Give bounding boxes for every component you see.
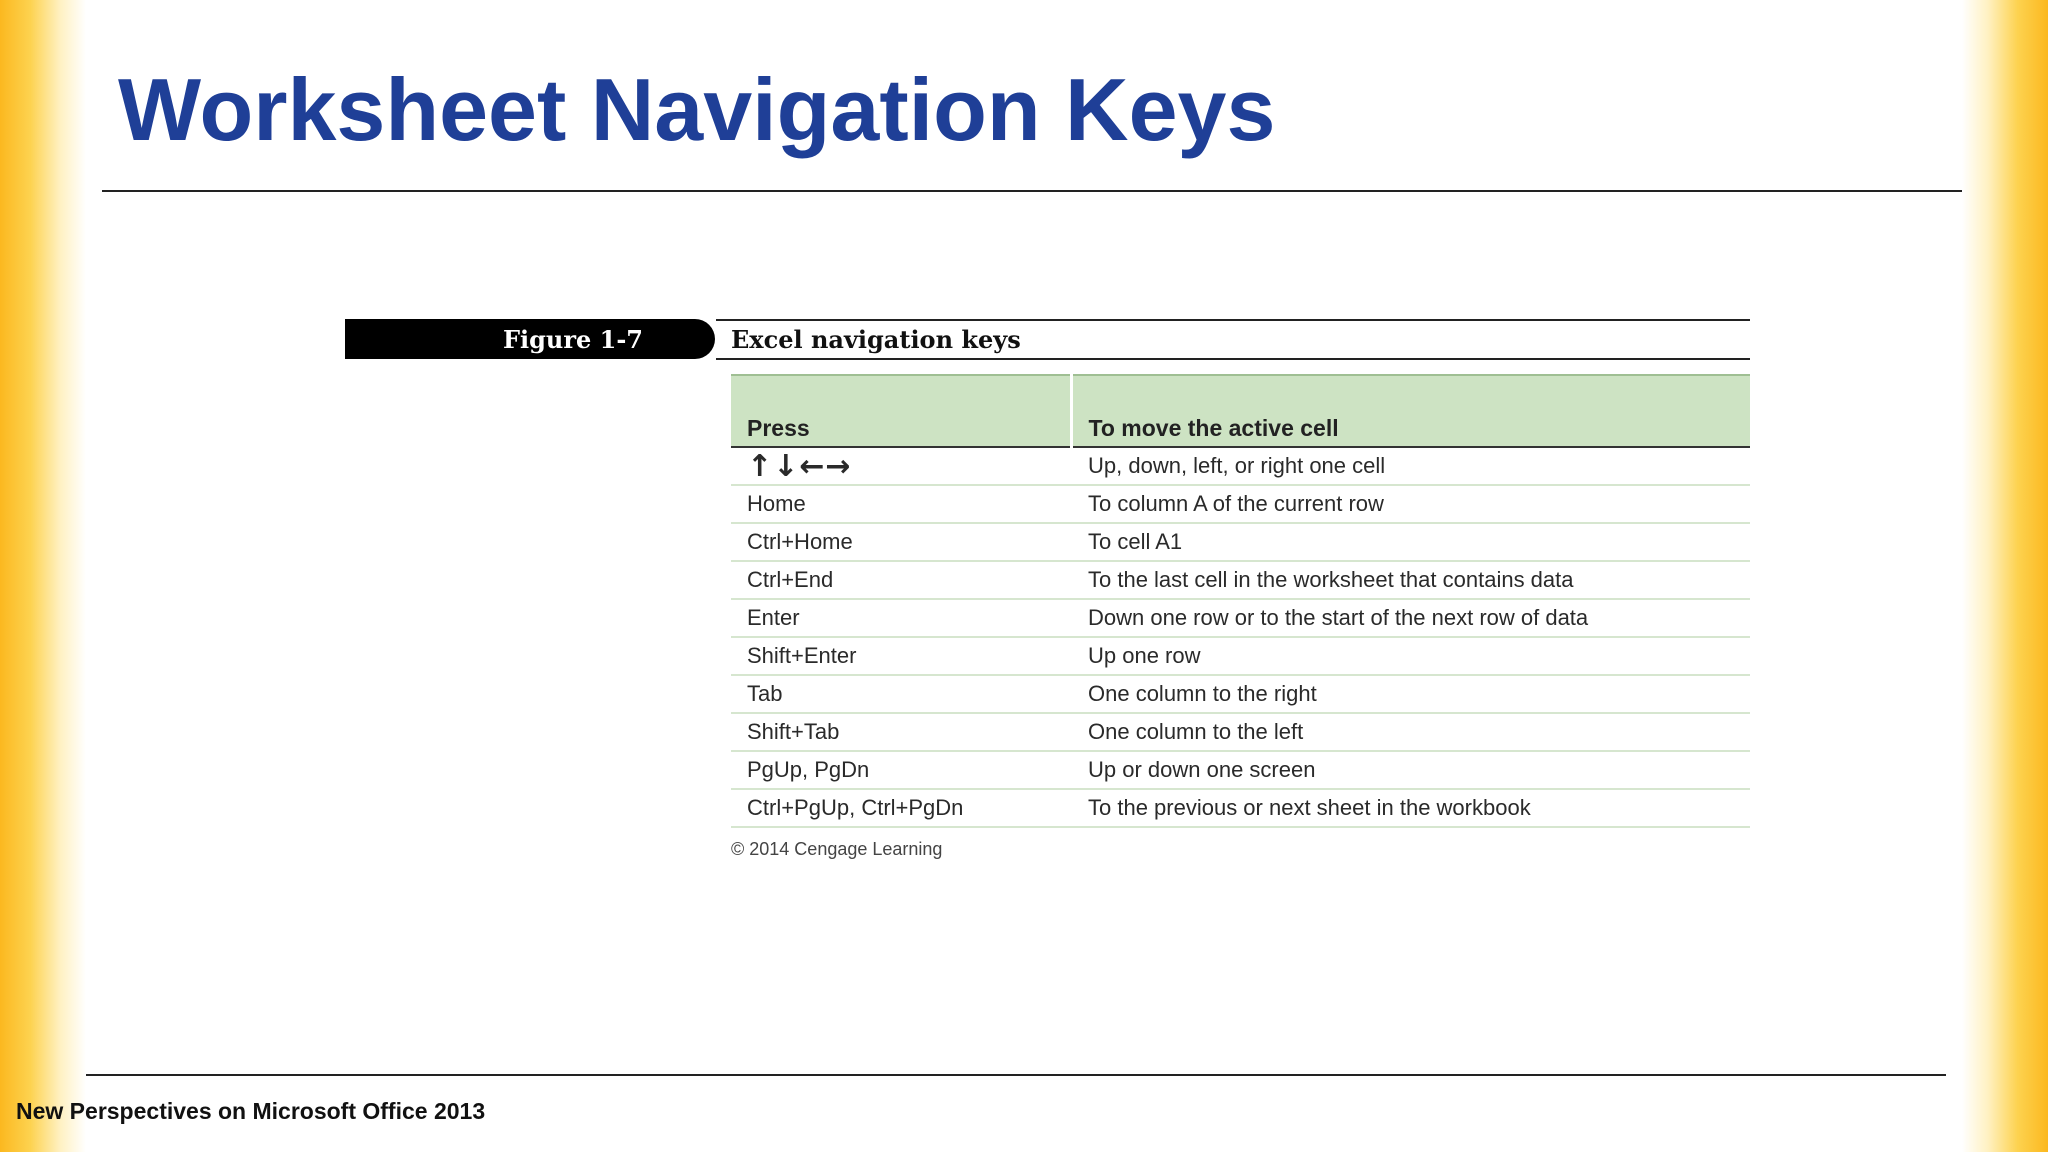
move-cell: Up, down, left, or right one cell xyxy=(1071,447,1750,485)
arrow-keys-cell: ↑↓←→ xyxy=(731,447,1071,485)
figure-label: Figure 1-7 xyxy=(502,325,643,354)
move-cell: Down one row or to the start of the next row of data xyxy=(1071,599,1750,637)
navigation-keys-table xyxy=(731,374,1750,828)
footer-divider xyxy=(86,1074,1946,1076)
slide-title: Worksheet Navigation Keys xyxy=(118,60,1276,159)
table-row xyxy=(731,523,1750,561)
footer-text: New Perspectives on Microsoft Office 2013 xyxy=(16,1098,486,1124)
press-cell: Shift+Enter xyxy=(731,637,1071,675)
caption-rule-top xyxy=(716,319,1750,321)
title-divider xyxy=(102,190,1962,192)
figure-label-bar xyxy=(345,319,715,359)
header-move: To move the active cell xyxy=(1071,375,1750,447)
press-cell: Shift+Tab xyxy=(731,713,1071,751)
table-header-row xyxy=(731,375,1750,447)
press-cell: Tab xyxy=(731,675,1071,713)
table-row xyxy=(731,447,1750,485)
left-gold-edge xyxy=(0,0,86,1152)
table-row xyxy=(731,485,1750,523)
move-cell: To column A of the current row xyxy=(1071,485,1750,523)
table-row xyxy=(731,789,1750,827)
header-press: Press xyxy=(731,375,1071,447)
move-cell: Up or down one screen xyxy=(1071,751,1750,789)
table-row xyxy=(731,751,1750,789)
right-gold-edge xyxy=(1962,0,2048,1152)
move-cell: One column to the right xyxy=(1071,675,1750,713)
table-row xyxy=(731,599,1750,637)
move-cell: One column to the left xyxy=(1071,713,1750,751)
move-cell: To the last cell in the worksheet that contains data xyxy=(1071,561,1750,599)
press-cell: Ctrl+Home xyxy=(731,523,1071,561)
table-row xyxy=(731,675,1750,713)
table-row xyxy=(731,561,1750,599)
figure-credit: © 2014 Cengage Learning xyxy=(731,839,943,859)
move-cell: Up one row xyxy=(1071,637,1750,675)
press-cell: Enter xyxy=(731,599,1071,637)
press-cell: Ctrl+PgUp, Ctrl+PgDn xyxy=(731,789,1071,827)
table-row xyxy=(731,637,1750,675)
move-cell: To the previous or next sheet in the workbook xyxy=(1071,789,1750,827)
press-cell: PgUp, PgDn xyxy=(731,751,1071,789)
move-cell: To cell A1 xyxy=(1071,523,1750,561)
caption-rule-bottom xyxy=(716,358,1750,360)
table-row xyxy=(731,713,1750,751)
press-cell: Ctrl+End xyxy=(731,561,1071,599)
figure-caption: Excel navigation keys xyxy=(731,325,1021,354)
press-cell: Home xyxy=(731,485,1071,523)
